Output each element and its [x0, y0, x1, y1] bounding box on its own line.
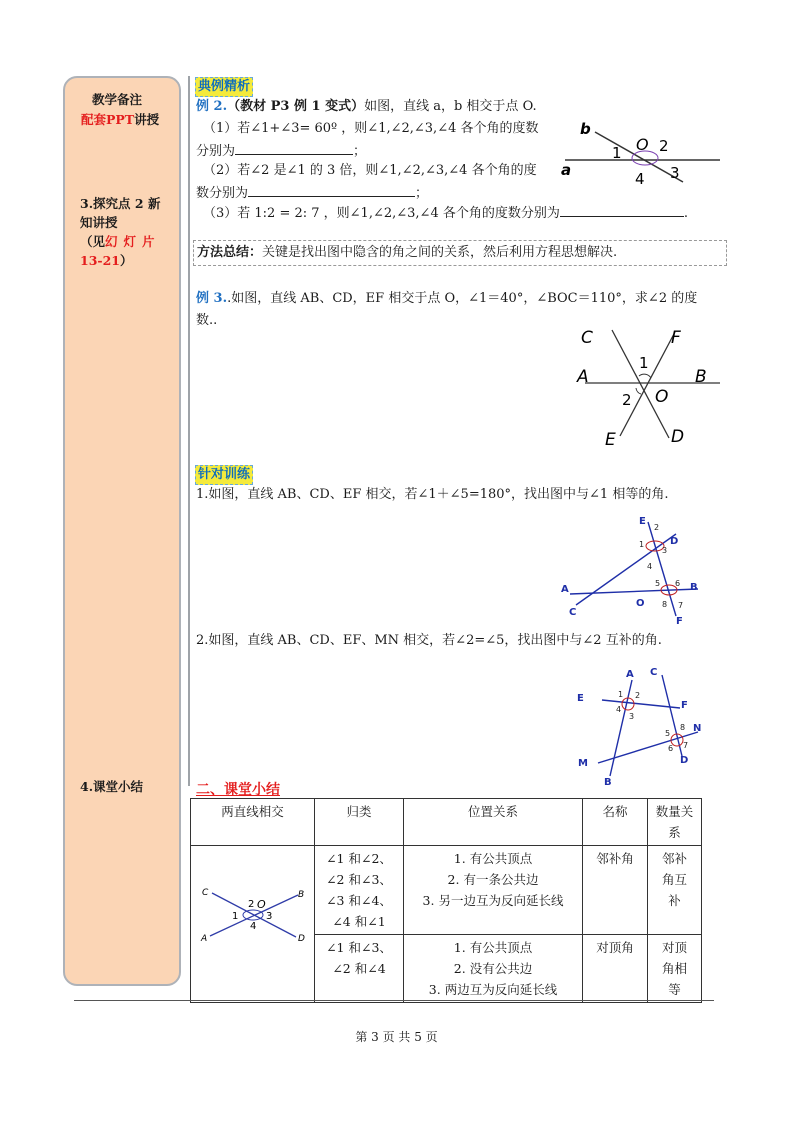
- label-E: E: [605, 430, 616, 450]
- summary-heading: 二、课堂小结: [196, 782, 280, 798]
- sidebar-section-4: 4.课堂小结: [80, 779, 144, 794]
- label-D: D: [671, 427, 685, 447]
- header-cell: 归类: [315, 799, 404, 846]
- label-angle-2: 2: [247, 899, 254, 910]
- example-2-q1-answer: 分别为 ；: [196, 140, 366, 163]
- example-2-q1: （1）若∠1+∠3= 60º ，则∠1,∠2,∠3,∠4 各个角的度数: [203, 121, 539, 136]
- figure-practice-1: [558, 512, 708, 627]
- label-A: A: [200, 934, 207, 944]
- label-angle-3: 3: [670, 164, 680, 182]
- diagram-cell: [191, 846, 315, 1003]
- label-angle-6: 6: [668, 744, 674, 753]
- example-3-text: 例 3..如图，直线 AB、CD，EF 相交于点 O，∠1＝40°，∠BOC＝110°，求∠2 的度: [196, 291, 698, 306]
- category-cell: ∠1 和∠2、 ∠2 和∠3、 ∠3 和∠4、 ∠4 和∠1: [315, 846, 404, 935]
- header-cell: 名称: [583, 799, 648, 846]
- label-angle-7: 7: [683, 741, 689, 750]
- label-F: F: [681, 700, 688, 711]
- label-N: N: [693, 723, 702, 734]
- example-3-text-cont: 数..: [196, 313, 218, 328]
- example-2-q2-answer: 数分别为 ；: [196, 182, 428, 205]
- name-cell: 对顶角: [583, 935, 648, 1003]
- line-AB: [570, 589, 698, 594]
- label-angle-7: 7: [678, 601, 684, 610]
- label-angle-1: 1: [231, 911, 238, 922]
- label-E: E: [639, 516, 646, 527]
- practice-question-2: 2.如图，直线 AB、CD、EF、MN 相交，若∠2=∠5，找出图中与∠2 互补的角.: [196, 633, 662, 648]
- label-angle-3: 3: [662, 546, 668, 555]
- sidebar-title: 教学备注: [92, 92, 143, 107]
- label-O: O: [256, 898, 266, 911]
- label-C: C: [581, 328, 593, 348]
- label-angle-3: 3: [265, 911, 272, 922]
- label-angle-4: 4: [647, 562, 653, 571]
- label-C: C: [201, 888, 208, 898]
- label-angle-2: 2: [659, 137, 669, 155]
- practice-tag: 针对训练: [195, 465, 253, 485]
- label-B: B: [604, 777, 612, 788]
- label-angle-1: 1: [639, 540, 645, 549]
- relation-cell: 1. 有公共顶点 2. 有一条公共边 3. 另一边互为反向延长线: [404, 846, 583, 935]
- label-angle-1: 1: [618, 690, 624, 699]
- header-cell: 两直线相交: [191, 799, 315, 846]
- footer-divider: [74, 1000, 714, 1001]
- name-cell: 邻补角: [583, 846, 648, 935]
- label-F: F: [671, 328, 681, 348]
- label-C: C: [569, 607, 577, 618]
- label-angle-5: 5: [665, 729, 671, 738]
- table-row-adjacent: [191, 846, 702, 935]
- label-B: B: [297, 890, 304, 900]
- example-2-q3: （3）若 1:2 = 2: 7 ，则∠1,∠2,∠3,∠4 各个角的度数分别为 .: [203, 202, 688, 225]
- label-O: O: [636, 135, 649, 154]
- label-b: b: [580, 120, 591, 138]
- figure-practice-2: [570, 660, 715, 790]
- summary-table: [190, 798, 702, 1003]
- line-CD: [612, 330, 669, 438]
- label-C: C: [650, 667, 658, 678]
- label-A: A: [577, 367, 589, 387]
- figure-three-lines: [575, 320, 725, 450]
- angle-2-arc: [636, 388, 641, 394]
- label-angle-4: 4: [249, 921, 256, 932]
- label-angle-5: 5: [655, 579, 661, 588]
- label-angle-2: 2: [654, 523, 660, 532]
- angle-1-arc: [639, 374, 651, 378]
- label-D: D: [297, 934, 305, 944]
- sidebar-subtitle: 配套PPT讲授: [81, 112, 160, 127]
- header-cell: 数量关系: [648, 799, 702, 846]
- label-angle-3: 3: [629, 712, 635, 721]
- practice-question-1: 1.如图，直线 AB、CD、EF 相交，若∠1＋∠5=180°，找出图中与∠1 相等的角.: [196, 487, 669, 502]
- line-CD: [576, 534, 679, 605]
- label-angle-2: 2: [622, 391, 632, 409]
- label-F: F: [676, 616, 683, 627]
- label-angle-4: 4: [616, 705, 622, 714]
- page-number: 第 3 页 共 5 页: [355, 1030, 438, 1044]
- typical-examples-tag: 典例精析: [195, 77, 253, 97]
- label-B: B: [695, 367, 707, 387]
- label-O: O: [636, 598, 645, 609]
- label-angle-8: 8: [680, 723, 686, 732]
- label-angle-8: 8: [662, 600, 668, 609]
- example-2-heading: 例 2.（教材 P3 例 1 变式）如图，直线 a，b 相交于点 O.: [196, 99, 537, 114]
- label-angle-2: 2: [635, 691, 641, 700]
- quantity-cell: 对顶 角相 等: [648, 935, 702, 1003]
- label-D: D: [680, 755, 689, 766]
- label-a: a: [561, 161, 572, 179]
- label-D: D: [670, 536, 679, 547]
- label-E: E: [577, 693, 584, 704]
- label-A: A: [626, 669, 634, 680]
- label-angle-4: 4: [635, 170, 645, 188]
- label-angle-1: 1: [612, 144, 622, 162]
- table-header-row: [191, 799, 702, 846]
- label-angle-6: 6: [675, 579, 681, 588]
- label-A: A: [561, 584, 569, 595]
- figure-intersecting-lines: [198, 881, 308, 961]
- quantity-cell: 邻补 角互 补: [648, 846, 702, 935]
- label-M: M: [578, 758, 588, 769]
- label-O: O: [655, 387, 669, 407]
- figure-two-lines: [555, 118, 725, 188]
- header-cell: 位置关系: [404, 799, 583, 846]
- example-2-q2: （2）若∠2 是∠1 的 3 倍，则∠1,∠2,∠3,∠4 各个角的度: [203, 163, 537, 178]
- sidebar-section-3: 3.探究点 2 新 知讲授 （见幻灯片 13-21）: [80, 196, 161, 268]
- vertical-divider: [188, 76, 190, 786]
- relation-cell: 1. 有公共顶点 2. 没有公共边 3. 两边互为反向延长线: [404, 935, 583, 1003]
- label-angle-1: 1: [639, 354, 649, 372]
- line-EF: [620, 332, 675, 436]
- method-summary-box: 方法总结：关键是找出图中隐含的角之间的关系，然后利用方程思想解决.: [193, 240, 727, 266]
- category-cell: ∠1 和∠3、 ∠2 和∠4: [315, 935, 404, 1003]
- label-B: B: [690, 582, 698, 593]
